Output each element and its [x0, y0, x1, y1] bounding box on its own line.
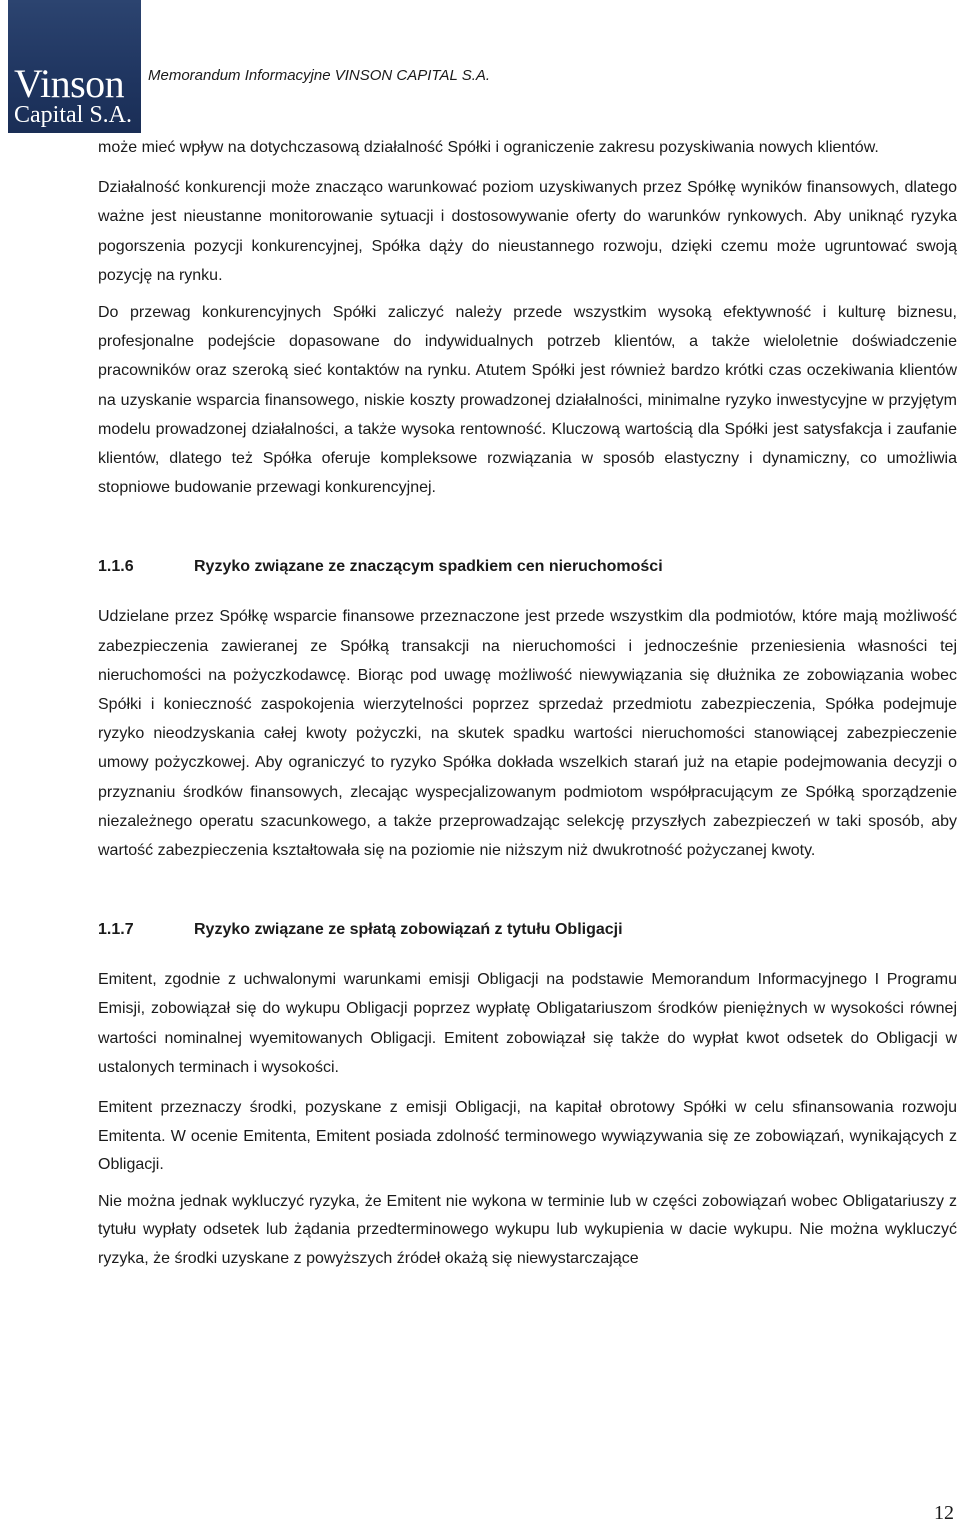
paragraph-bond-obligations: Emitent, zgodnie z uchwalonymi warunkami emisji Obligacji na podstawie Memorandum Informacyjnego I Programu Emisji, zobowiązał się do wykupu Obligacji poprzez wypłatę Obligatariuszom środków pieniężnych w wysokości równej wartości nominalnej wyemitowanych Obligacji. Emitent zobowiązał się także do wypłat kwot odsetek do Obligacji w ustalonych terminach i wysokości.	[98, 971, 957, 1076]
section-number: 1.1.6	[98, 558, 134, 576]
section-heading-1-1-7	[98, 915, 957, 944]
logo-line-2: Capital S.A.	[14, 102, 132, 128]
paragraph-bond-default-risk: Nie można jednak wykluczyć ryzyka, że Emitent nie wykona w terminie lub w części zobowiązań wobec Obligatariuszy z tytułu wypłaty odsetek lub żądania przedterminowego wykupu lub wykupienia w dacie wykupu. Nie można wykluczyć ryzyka, że środki uzyskane z powyższych źródeł okażą się niewystarczające	[98, 1192, 957, 1267]
section-title: Ryzyko związane ze spłatą zobowiązań z tytułu Obligacji	[194, 921, 623, 939]
document-header-title: Memorandum Informacyjne VINSON CAPITAL S.A.	[148, 67, 491, 84]
paragraph-continuation: może mieć wpływ na dotychczasową działalność Spółki i ograniczenie zakresu pozyskiwania nowych klientów.	[98, 139, 879, 156]
page-number: 12	[934, 1502, 954, 1524]
section-heading-1-1-6	[98, 552, 957, 581]
logo-line-1: Vinson	[14, 61, 125, 106]
paragraph-bond-proceeds: Emitent przeznaczy środki, pozyskane z emisji Obligacji, na kapitał obrotowy Spółki w celu sfinansowania rozwoju Emitenta. W ocenie Emitenta, Emitent posiada zdolność terminowego wywiązywania się ze zobowiązań, wynikających z Obligacji.	[98, 1099, 957, 1174]
paragraph-real-estate-risk: Udzielane przez Spółkę wsparcie finansowe przeznaczone jest przede wszystkim dla podmiotów, które mają możliwość zabezpieczenia zawieranej ze Spółką transakcji na nieruchomości i jednocześnie przeniesienia własności tej nieruchomości na pożyczkodawcę. Biorąc pod uwagę możliwość niewywiązania się dłużnika ze zobowiązania wobec Spółki i konieczność zaspokojenia wierzytelności poprzez sprzedaż przedmiotu zabezpieczenia, Spółka podejmuje ryzyko nieodzyskania całej kwoty pożyczki, na skutek spadku wartości nieruchomości stanowiącej zabezpieczenie umowy pożyczkowej. Aby ograniczyć to ryzyko Spółka dokłada wszelkich starań już na etapie podejmowania decyzji o przyznaniu środków finansowych, zlecając wyspecjalizowanym podmiotom współpracującym ze Spółką sporządzenie niezależnego operatu szacunkowego, a także przeprowadzając selekcję przyszłych zabezpieczeń w taki sposób, aby wartość zabezpieczenia kształtowała się na poziomie nie niższym niż dwukrotność pożyczanej kwoty.	[98, 608, 957, 860]
section-title: Ryzyko związane ze znaczącym spadkiem cen nieruchomości	[194, 558, 663, 576]
page-content	[98, 133, 957, 1281]
company-logo	[8, 0, 141, 133]
paragraph-competition: Działalność konkurencji może znacząco warunkować poziom uzyskiwanych przez Spółkę wyników finansowych, dlatego ważne jest nieustanne monitorowanie sytuacji i dostosowywanie oferty do warunków rynkowych. Aby uniknąć ryzyka pogorszenia pozycji konkurencyjnej, Spółka dąży do nieustannego rozwoju, dzięki czemu może ugruntować swoją pozycję na rynku.	[98, 179, 957, 284]
section-number: 1.1.7	[98, 921, 134, 939]
paragraph-competitive-advantages: Do przewag konkurencyjnych Spółki zaliczyć należy przede wszystkim wysoką efektywność i kulturę biznesu, profesjonalne podejście dopasowane do indywidualnych potrzeb klientów, a także wieloletnie doświadczenie pracowników oraz szeroką sieć kontaktów na rynku. Atutem Spółki jest również bardzo krótki czas oczekiwania klientów na uzyskanie wsparcia finansowego, niskie koszty prowadzonej działalności, minimalne ryzyko inwestycyjne w przyjętym modelu prowadzonej działalności, a także wysoka rentowność. Kluczową wartością dla Spółki jest satysfakcja i zaufanie klientów, dlatego też Spółka oferuje kompleksowe rozwiązania w sposób elastyczny i dynamiczny, co umożliwia stopniowe budowanie przewagi konkurencyjnej.	[98, 304, 957, 497]
